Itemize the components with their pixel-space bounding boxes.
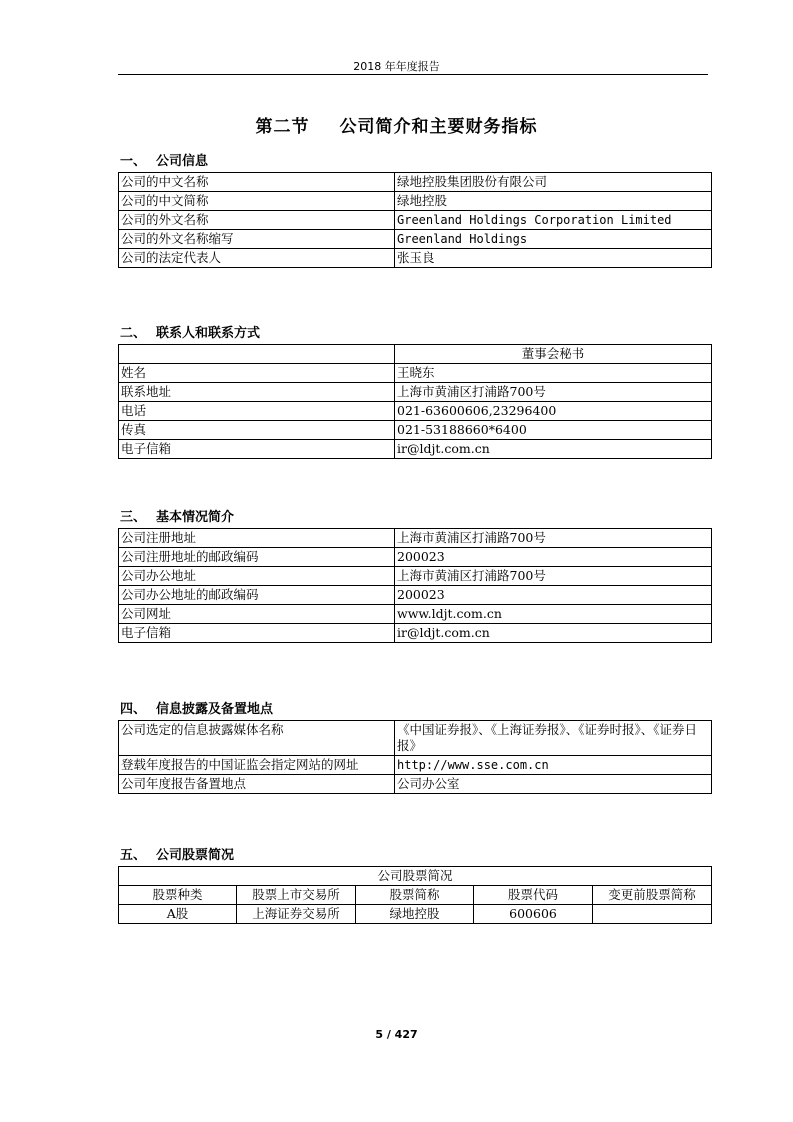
column-header: 股票代码 [474, 886, 593, 905]
table-row [119, 192, 712, 211]
section-number: 第二节 [255, 117, 310, 137]
section-heading-disclosure: 四、 信息披露及备置地点 [120, 702, 274, 717]
row-value: 王晓东 [395, 364, 712, 383]
header-rule [118, 74, 708, 75]
row-value: 张玉良 [395, 249, 712, 268]
table-row [119, 211, 712, 230]
row-label: 公司注册地址 [119, 529, 395, 548]
row-label: 公司的外文名称 [119, 211, 395, 230]
section-heading-basic-info: 三、 基本情况简介 [120, 510, 235, 525]
table-header-row [119, 345, 712, 364]
row-value: ir@ldjt.com.cn [395, 624, 712, 643]
table-row [119, 721, 712, 756]
row-label: 公司注册地址的邮政编码 [119, 548, 395, 567]
row-label: 电子信箱 [119, 440, 395, 459]
row-label: 公司网址 [119, 605, 395, 624]
row-value: 公司办公室 [395, 775, 712, 794]
section-heading-company-info: 一、 公司信息 [120, 154, 209, 169]
table-row [119, 529, 712, 548]
row-label: 公司办公地址 [119, 567, 395, 586]
row-label: 公司的中文简称 [119, 192, 395, 211]
row-label: 联系地址 [119, 383, 395, 402]
previous-stock-name [593, 905, 712, 924]
table-header-row [119, 886, 712, 905]
stock-table [118, 866, 712, 924]
row-value: 200023 [395, 586, 712, 605]
page-header: 2018 年年度报告 [353, 60, 440, 73]
company-info-table [118, 172, 712, 268]
row-value: 上海市黄浦区打浦路700号 [395, 567, 712, 586]
table-row [119, 624, 712, 643]
row-label: 登载年度报告的中国证监会指定网站的网址 [119, 756, 395, 775]
row-label: 公司选定的信息披露媒体名称 [119, 721, 395, 756]
row-label: 公司的法定代表人 [119, 249, 395, 268]
table-row [119, 249, 712, 268]
table-row [119, 383, 712, 402]
row-value: Greenland Holdings Corporation Limited [395, 211, 712, 230]
row-label: 电话 [119, 402, 395, 421]
column-header: 股票上市交易所 [237, 886, 356, 905]
table-row [119, 756, 712, 775]
row-label: 公司的外文名称缩写 [119, 230, 395, 249]
row-value: 上海市黄浦区打浦路700号 [395, 383, 712, 402]
stock-short-name: 绿地控股 [356, 905, 474, 924]
row-value: 《中国证券报》、《上海证券报》、《证券时报》、《证券日报》 [395, 721, 712, 756]
table-row [119, 440, 712, 459]
row-label: 传真 [119, 421, 395, 440]
row-label: 姓名 [119, 364, 395, 383]
row-label: 公司年度报告备置地点 [119, 775, 395, 794]
section-heading-contacts: 二、 联系人和联系方式 [120, 326, 261, 341]
row-value: 上海市黄浦区打浦路700号 [395, 529, 712, 548]
row-label: 电子信箱 [119, 624, 395, 643]
row-value: ir@ldjt.com.cn [395, 440, 712, 459]
table-row [119, 402, 712, 421]
row-value: 021-53188660*6400 [395, 421, 712, 440]
section-name: 公司简介和主要财务指标 [339, 117, 538, 137]
column-header-board-secretary: 董事会秘书 [395, 345, 712, 364]
row-value: www.ldjt.com.cn [395, 605, 712, 624]
table-row [119, 775, 712, 794]
disclosure-table [118, 720, 712, 794]
row-value: 绿地控股集团股份有限公司 [395, 173, 712, 192]
row-value: 021-63600606,23296400 [395, 402, 712, 421]
stock-type: A股 [119, 905, 237, 924]
row-value: Greenland Holdings [395, 230, 712, 249]
row-value: http://www.sse.com.cn [395, 756, 712, 775]
table-row [119, 905, 712, 924]
page-number: 5 / 427 [375, 1028, 418, 1041]
table-row [119, 605, 712, 624]
row-value: 绿地控股 [395, 192, 712, 211]
table-row [119, 548, 712, 567]
column-header: 股票种类 [119, 886, 237, 905]
table-row [119, 173, 712, 192]
table-row [119, 421, 712, 440]
basic-info-table [118, 528, 712, 643]
table-row [119, 586, 712, 605]
document-title [0, 112, 793, 137]
stock-exchange: 上海证券交易所 [237, 905, 356, 924]
contacts-table [118, 344, 712, 459]
stock-table-title: 公司股票简况 [119, 867, 712, 886]
stock-code: 600606 [474, 905, 593, 924]
table-row [119, 567, 712, 586]
table-row [119, 364, 712, 383]
table-row [119, 230, 712, 249]
row-label: 公司办公地址的邮政编码 [119, 586, 395, 605]
table-title-row [119, 867, 712, 886]
section-heading-stock: 五、 公司股票简况 [120, 848, 235, 863]
column-header: 股票简称 [356, 886, 474, 905]
column-header: 变更前股票简称 [593, 886, 712, 905]
row-value: 200023 [395, 548, 712, 567]
row-label: 公司的中文名称 [119, 173, 395, 192]
